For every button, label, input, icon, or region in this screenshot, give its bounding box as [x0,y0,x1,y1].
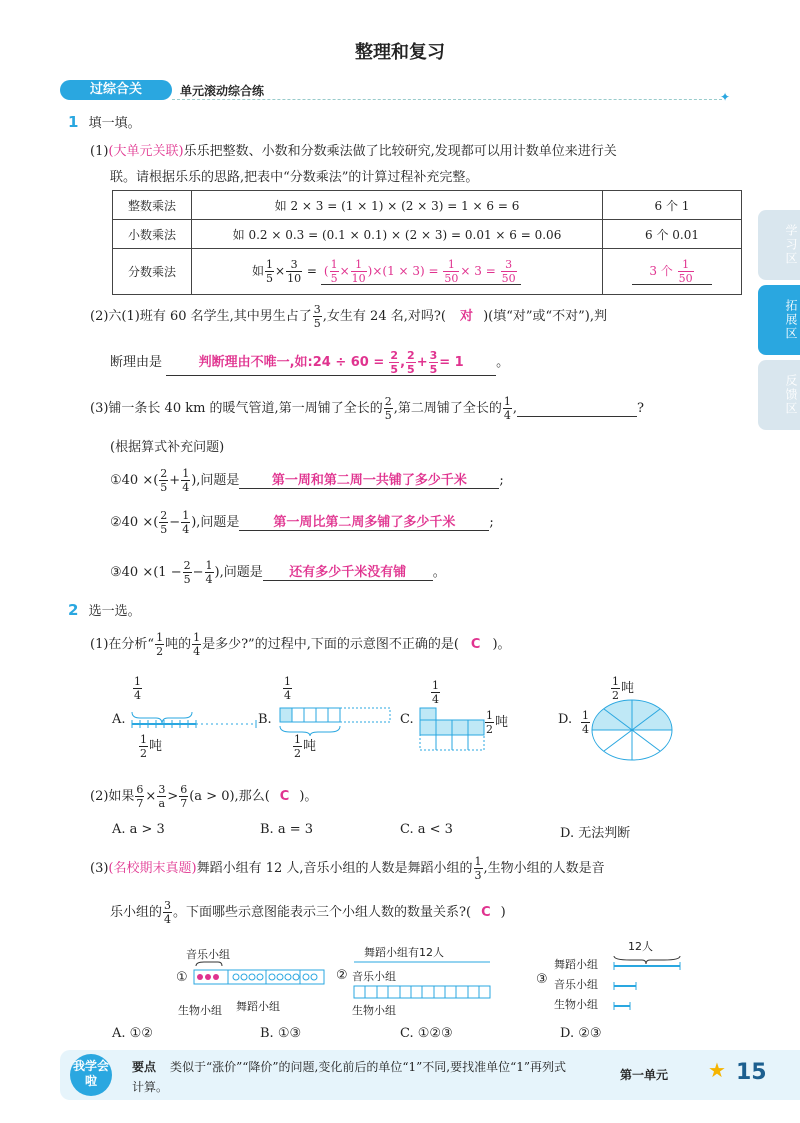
reason-answer-field[interactable]: 判断理由不唯一,如:24 ÷ 60 = $\frac{2}{5}$ , $\frac{2}{5}$ + $\frac{3}{5}$ = 1 [166,350,496,376]
unit-answer-prefix: 3 个 [649,263,673,278]
item-answer: 第一周比第二周多铺了多少千米 [273,515,456,530]
unit-label: 吨 [495,715,509,730]
table-cell: 6 个 1 [603,191,742,220]
q1-part2-text2: ,女生有 24 名,对吗?( [322,309,446,324]
q1-part2-line1: (2)六(1)班有 60 名学生,其中男生占了 $\frac{3}{5}$ ,女生有 24 名,对吗?( 对 )(填“对”或“不对”),判 [90,303,607,330]
q2-part3-line1: (3)(名校期末真题)舞蹈小组有 12 人,音乐小组的人数是舞蹈小组的 $\frac{1}{3}$ ,生物小组的人数是音 [90,855,605,882]
q2-part1-text3: 是多少?”的过程中,下面的示意图不正确的是( [202,637,459,652]
diagram-d: D. $\frac{1}{4}$ $\frac{1}{2}$ 吨 [558,676,678,766]
tab-extend[interactable] [758,285,800,355]
diagram-c: C. $\frac{1}{4}$ $\frac{1}{2}$ 吨 [400,676,540,758]
option-b[interactable]: B. ①③ [260,1026,302,1041]
q2-part3-text1: 舞蹈小组有 12 人,音乐小组的人数是舞蹈小组的 [196,861,473,876]
option-a[interactable]: A. ①② [112,1026,153,1041]
music-label: 音乐小组 [186,948,230,961]
table-cell: 如 2 × 3 = (1 × 1) × (2 × 3) = 1 × 6 = 6 [192,191,603,220]
item-answer: 第一周和第二周一共铺了多少千米 [271,473,467,488]
group-diagram-2 [336,944,496,1018]
q2-part2-text3: )。 [299,789,318,804]
q2-part2-text2: (a > 0),那么( [189,789,270,804]
item-end: ; [499,473,504,488]
line-diagram [130,706,258,736]
footer-text-line2: 计算。 [132,1080,169,1094]
q2-part2-answer[interactable]: C [279,789,290,804]
option-c[interactable]: C. a < 3 [400,822,453,837]
section-header [60,78,740,102]
item-answer-field[interactable] [239,511,489,531]
tab-feedback[interactable] [758,360,800,430]
item-end: 。 [432,565,446,580]
q1-part3-text1: (3)铺一条长 40 km 的暖气管道,第一周铺了全长的 [90,401,383,416]
item-answer: 还有多少千米没有铺 [289,565,407,580]
q1-part3-item3: ③40 ×(1 − $\frac{2}{5}$ − $\frac{1}{4}$ ),问题是 还有多少千米没有铺 。 [110,559,446,586]
group-diagram-3 [536,938,686,1018]
q2-part1-text4: )。 [492,637,511,652]
q1-label: 填一填。 [88,116,141,131]
item-answer-field[interactable] [263,561,433,581]
header-badge [60,80,172,100]
footer-badge [70,1054,112,1096]
q1-heading [68,112,141,131]
q2-part3-prefix: (3) [90,861,109,876]
table-cell: 小数乘法 [113,220,192,249]
option-label: C. [400,712,414,727]
q1-part1-text1: 乐乐把整数、小数和分数乘法做了比较研究,发现都可以用计数单位来进行关 [183,144,617,159]
reason-label: 断理由是 [110,355,163,370]
segment-bar [612,950,684,1016]
tab-extend-label: 拓展区 [784,299,798,341]
table-cell: 6 个 0.01 [603,220,742,249]
bio-label: 生物小组 [554,998,598,1011]
option-a[interactable]: A. a > 3 [112,822,165,837]
page-number: 15 [736,1060,767,1085]
option-label: B. [258,712,272,727]
table-cell: 分数乘法 [113,249,192,295]
q2-part1-text1: (1)在分析“ [90,637,155,652]
process-prefix: 如 [252,263,265,278]
header-subtitle: 单元滚动综合练 [180,84,265,98]
dance-total-label: 舞蹈小组有12人 [364,946,444,959]
diagram-number: ① [176,970,188,985]
unit-label: 吨 [303,739,317,754]
diagram-b: B. $\frac{1}{4}$ $\frac{1}{2}$ 吨 [258,676,398,758]
header-rule [172,99,722,100]
q2-part1-answer[interactable]: C [470,637,481,652]
header-badge-label: 过综合关 [89,82,142,97]
item-mid: ),问题是 [191,515,240,530]
q1-part2-answer[interactable]: 对 [460,309,474,324]
unit-label: 第一单元 [620,1068,669,1082]
tab-study[interactable] [758,210,800,280]
table-row [113,191,742,220]
fraction-answer[interactable]: ( $\frac{1}{5}$ × $\frac{1}{10}$ )×(1 × 3) = $\frac{1}{50}$ × 3 = $\frac{3}{50}$ [321,259,521,285]
q2-number: 2 [68,601,79,619]
circle-diagram [590,698,674,762]
footer-badge-label: 我学会啦 [72,1059,109,1088]
q2-part3-tag: (名校期末真题) [108,861,197,876]
mascot-icon: ★ [708,1058,726,1082]
grid-diagram [418,706,488,756]
option-d[interactable]: D. ②③ [560,1026,602,1041]
group-diagram-1 [176,946,326,1020]
page-title: 整理和复习 [355,42,445,63]
option-d[interactable]: D. 无法判断 [560,826,631,841]
bar-diagram [276,706,396,736]
q1-part3-text2: ,第二周铺了全长的 [393,401,502,416]
item-mid: ),问题是 [214,565,263,580]
option-label: A. [112,712,126,727]
option-label: D. [558,712,573,727]
item-label: ①40 ×( [110,473,159,488]
q1-part2-text3: )(填“对”或“不对”),判 [483,309,607,324]
q1-part1-tag: (大单元关联) [108,144,184,159]
diagram-number: ③ [536,972,548,987]
table-cell: 整数乘法 [113,191,192,220]
q2-part3-line2: 乐小组的 $\frac{3}{4}$ 。下面哪些示意图能表示三个小组人数的数量关系?( C ) [110,899,506,926]
q1-part3-hint: (根据算式补充问题) [110,440,225,455]
q1-part3-item1: ①40 ×( $\frac{2}{5}$ + $\frac{1}{4}$ ),问题是 第一周和第二周一共铺了多少千米 ; [110,467,504,494]
box-bar [352,956,492,1000]
comparison-table [112,190,742,295]
unit-label: 吨 [621,681,635,696]
tab-feedback-label: 反馈区 [784,374,798,416]
q1-part2-text1: (2)六(1)班有 60 名学生,其中男生占了 [90,309,312,324]
dance-label: 舞蹈小组 [236,1000,280,1013]
diagram-a: A. $\frac{1}{4}$ $\frac{1}{2}$ 吨 [112,676,262,758]
question-blank[interactable] [517,401,637,417]
question-mark: ? [636,401,644,416]
bio-label: 生物小组 [178,1004,222,1017]
item-mid: ),问题是 [191,473,240,488]
music-label: 音乐小组 [554,978,598,991]
q1-part1-line1 [90,140,750,159]
table-cell: 如 0.2 × 0.3 = (0.1 × 0.1) × (2 × 3) = 0.01 × 6 = 0.06 [192,220,603,249]
q2-part1-line: (1)在分析“ $\frac{1}{2}$ 吨的 $\frac{1}{4}$ 是多少?”的过程中,下面的示意图不正确的是( C )。 [90,631,511,658]
q2-label: 选一选。 [88,604,141,619]
table-cell[interactable]: 3 个 $\frac{1}{50}$ [603,249,742,295]
item-answer-field[interactable] [239,469,499,489]
q2-part1-text2: 吨的 [165,637,192,652]
q1-part3-text3: , [512,401,517,416]
footer-bar [60,1050,800,1100]
dance-total-label: 12人 [628,940,653,953]
bio-label: 生物小组 [352,1004,396,1017]
q2-part3-text5: ) [500,905,506,920]
q1-part3-line1: (3)铺一条长 40 km 的暖气管道,第一周铺了全长的 $\frac{2}{5}$ ,第二周铺了全长的 $\frac{1}{4}$ , ? [90,395,644,422]
q2-part3-text3: 乐小组的 [110,905,163,920]
diagram-number: ② [336,968,348,983]
option-c[interactable]: C. ①②③ [400,1026,453,1041]
reason-tail: 。 [496,355,510,370]
footer-text-line1: 类似于“涨价”“降价”的问题,变化前后的单位“1”不同,要找准单位“1”再列式 [170,1060,566,1074]
q1-part2-line2 [110,350,509,376]
q2-heading [68,600,141,619]
q2-part3-text4: 。下面哪些示意图能表示三个小组人数的数量关系?( [173,905,472,920]
circle-bar [192,960,326,990]
music-label: 音乐小组 [352,970,396,983]
dance-label: 舞蹈小组 [554,958,598,971]
q2-part3-answer[interactable]: C [481,905,491,920]
star-icon: ✦ [720,90,731,104]
q2-part2-line: (2)如果 $\frac{6}{7}$ × $\frac{3}{a}$ > $\frac{6}{7}$ (a > 0),那么( C )。 [90,783,318,810]
item-label: ③40 ×(1 − [110,565,182,580]
key-point-label: 要点 [132,1060,157,1074]
q2-part2-text1: (2)如果 [90,789,135,804]
item-label: ②40 ×( [110,515,159,530]
item-end: ; [489,515,494,530]
table-row [113,249,742,295]
q1-part1-line2: 联。请根据乐乐的思路,把表中“分数乘法”的计算过程补充完整。 [110,170,479,185]
reason-answer: 判断理由不唯一,如:24 ÷ 60 = [198,355,385,370]
table-cell: 如 $\frac{1}{5}$ × $\frac{3}{10}$ = ( $\frac{1}{5}$ × $\frac{1}{10}$ )×(1 × 3) = $\frac{1}{50}$ × 3 = $\frac{3}{50}$ [192,249,603,295]
table-row [113,220,742,249]
tab-study-label: 学习区 [784,224,798,266]
q2-part3-text2: ,生物小组的人数是音 [483,861,605,876]
unit-label: 吨 [149,739,163,754]
option-b[interactable]: B. a = 3 [260,822,313,837]
q1-part1-prefix: (1) [90,144,109,159]
q1-part3-item2: ②40 ×( $\frac{2}{5}$ − $\frac{1}{4}$ ),问题是 第一周比第二周多铺了多少千米 ; [110,509,494,536]
q1-number: 1 [68,113,79,131]
